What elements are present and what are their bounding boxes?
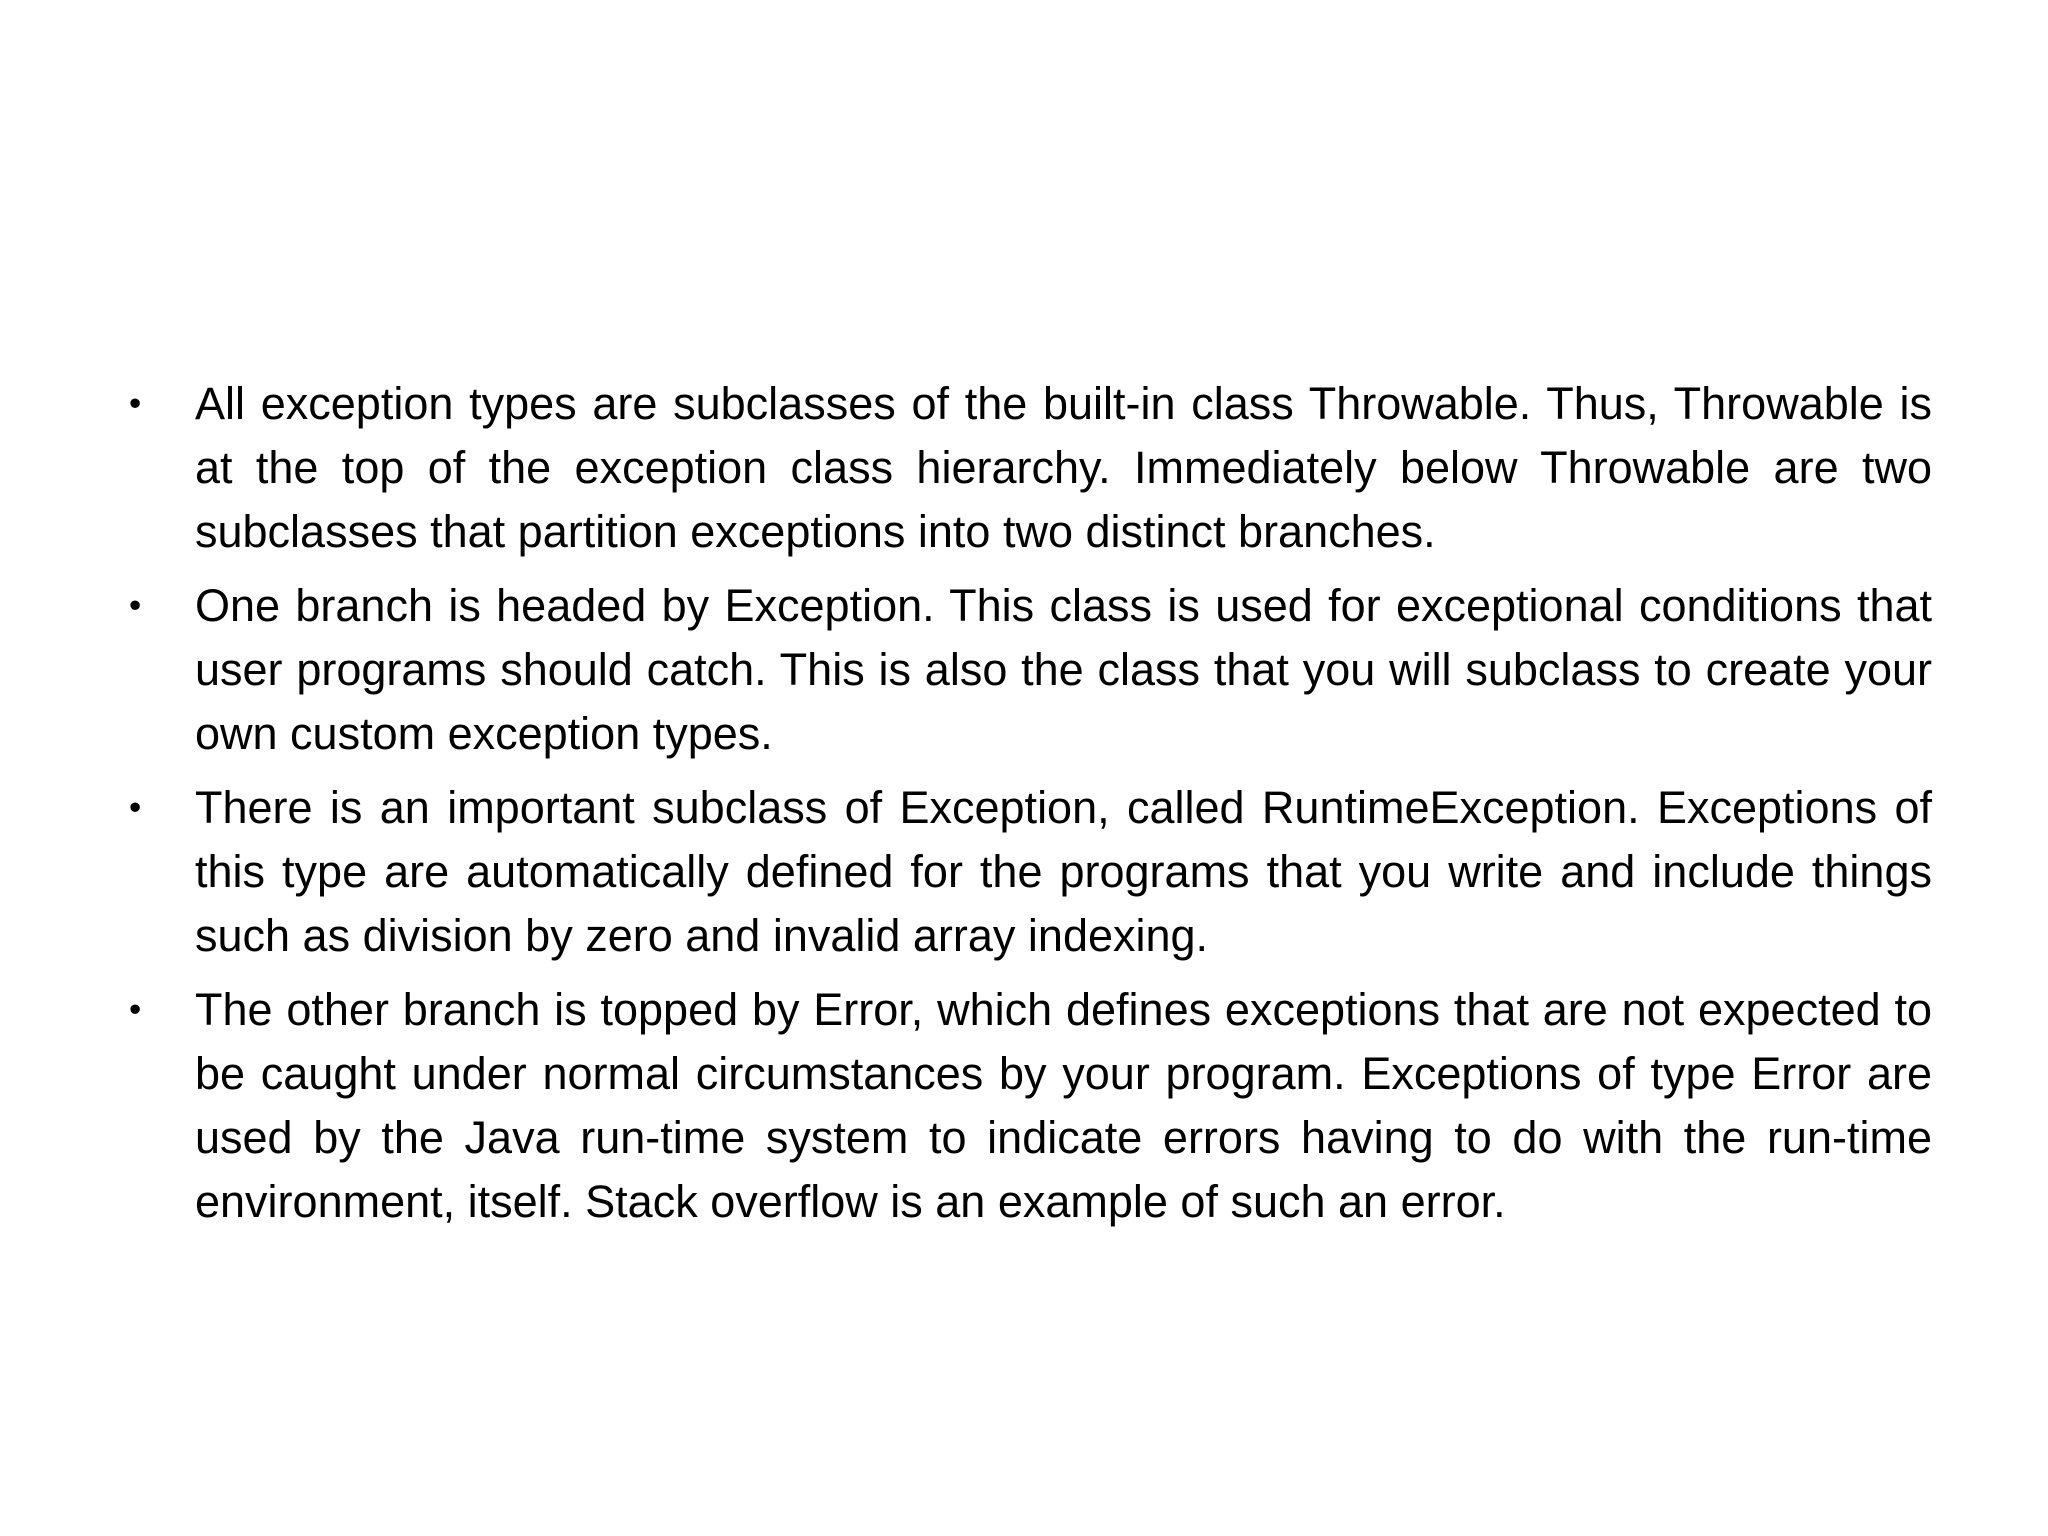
bullet-dot-icon: • — [129, 990, 142, 1029]
bullet-item-runtime-exception — [120, 776, 1932, 968]
bullet-text: The other branch is topped by Error, which defines exceptions that are not expected to be caught under normal circumstances by your program. Exceptions of type Error are used by the Java run-time system to indicate errors having to do with the run-time environment, itself. Stack overflow is an example of such an error. — [195, 984, 1932, 1227]
slide-body — [120, 372, 1932, 1244]
bullet-list — [120, 372, 1932, 1234]
bullet-dot-icon: • — [129, 788, 142, 827]
bullet-item-exception — [120, 574, 1932, 766]
bullet-item-throwable — [120, 372, 1932, 564]
bullet-item-error — [120, 978, 1932, 1234]
bullet-text: There is an important subclass of Exception, called RuntimeException. Exceptions of this type are automatically defined for the programs that you write and include things such as division by zero and invalid array indexing. — [195, 782, 1932, 961]
bullet-text: One branch is headed by Exception. This class is used for exceptional conditions that user programs should catch. This is also the class that you will subclass to create your own custom exception types. — [195, 580, 1932, 759]
bullet-text: All exception types are subclasses of the built-in class Throwable. Thus, Throwable is at the top of the exception class hierarchy. Immediately below Throwable are two subclasses that partition exceptions into two distinct branches. — [195, 378, 1932, 557]
bullet-dot-icon: • — [129, 384, 142, 423]
bullet-dot-icon: • — [129, 586, 142, 625]
